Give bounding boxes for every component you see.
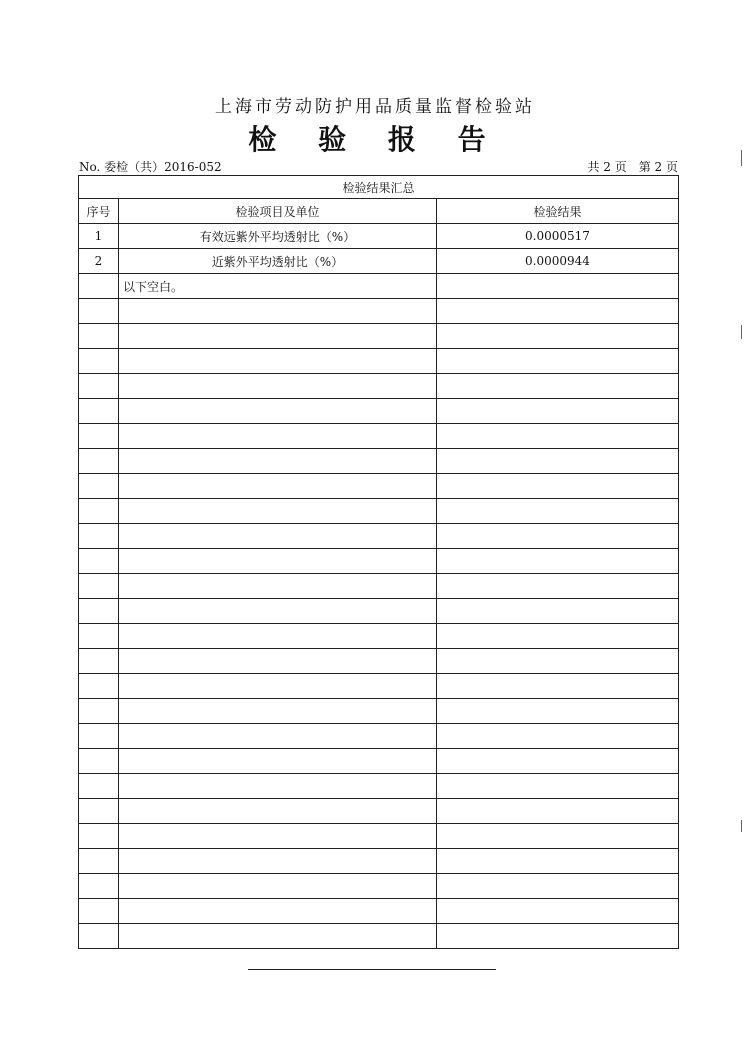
page-info: 共 2 页 第 2 页	[587, 160, 678, 174]
empty-row	[79, 749, 679, 774]
header-result: 检验结果	[437, 199, 679, 224]
header-seq: 序号	[79, 199, 119, 224]
empty-row	[79, 474, 679, 499]
blank-note: 以下空白。	[119, 274, 437, 299]
empty-row	[79, 399, 679, 424]
empty-row	[79, 899, 679, 924]
empty-row	[79, 349, 679, 374]
empty-row	[79, 824, 679, 849]
row-result: 0.0000517	[437, 224, 679, 249]
scan-mark	[741, 150, 742, 166]
empty-row	[79, 624, 679, 649]
row-item: 有效远紫外平均透射比（%）	[119, 224, 437, 249]
header-item: 检验项目及单位	[119, 199, 437, 224]
empty-row	[79, 374, 679, 399]
scan-mark	[741, 820, 742, 832]
empty-row	[79, 774, 679, 799]
table-row	[79, 249, 679, 274]
table-row	[79, 224, 679, 249]
empty-row	[79, 524, 679, 549]
empty-row	[79, 499, 679, 524]
empty-row	[79, 299, 679, 324]
row-item: 近紫外平均透射比（%）	[119, 249, 437, 274]
table-row	[79, 274, 679, 299]
results-table	[78, 175, 679, 949]
empty-row	[79, 724, 679, 749]
empty-row	[79, 849, 679, 874]
empty-row	[79, 449, 679, 474]
empty-row	[79, 424, 679, 449]
empty-row	[79, 599, 679, 624]
signature-line	[248, 969, 496, 970]
organization-name: 上海市劳动防护用品质量监督检验站	[215, 97, 535, 117]
row-seq: 1	[79, 224, 119, 249]
empty-row	[79, 674, 679, 699]
empty-row	[79, 874, 679, 899]
table-caption: 检验结果汇总	[79, 176, 679, 199]
empty-row	[79, 324, 679, 349]
row-seq: 2	[79, 249, 119, 274]
report-title: 检 验 报 告	[248, 123, 502, 156]
empty-row	[79, 549, 679, 574]
empty-row	[79, 924, 679, 949]
scan-mark	[741, 325, 742, 339]
empty-row	[79, 699, 679, 724]
report-number: No. 委检（共）2016-052	[79, 160, 222, 174]
empty-row	[79, 649, 679, 674]
empty-row	[79, 799, 679, 824]
empty-row	[79, 574, 679, 599]
row-result: 0.0000944	[437, 249, 679, 274]
